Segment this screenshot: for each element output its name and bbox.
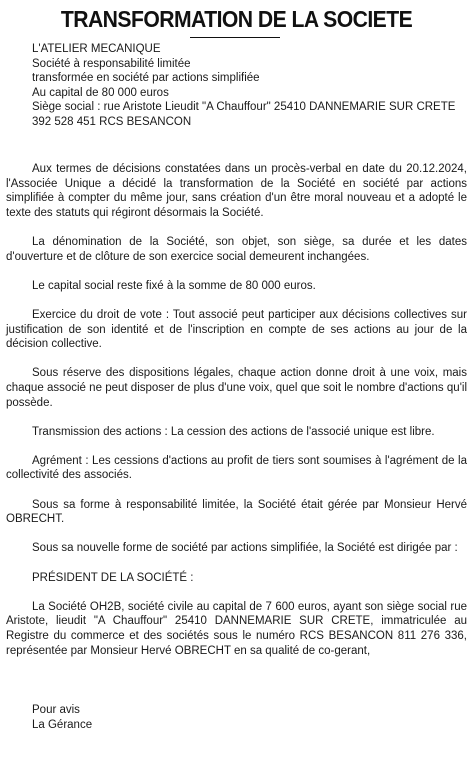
signoff (32, 703, 92, 732)
paragraph-denomination: La dénomination de la Société, son objet, son siège, sa durée et les dates d'ouverture et de clôture de son exercice social demeurent inchangées. (6, 235, 467, 263)
paragraph-approval: Agrément : Les cessions d'actions au profit de tiers sont soumises à l'agrément de la collectivité des associés. (6, 454, 467, 482)
title-underline (190, 37, 280, 38)
company-rcs: 392 528 451 RCS BESANCON (32, 115, 192, 128)
company-name: L'ATELIER MECANIQUE (32, 43, 161, 55)
signoff-pour-avis: Pour avis (32, 704, 80, 716)
paragraph-voting-rights: Sous réserve des dispositions légales, chaque action donne droit à une voix, mais chaque associé ne peut disposer de plus d'une voix, quel que soit le nombre d'actions qu'il possède. (6, 367, 467, 409)
paragraph-president-heading: PRÉSIDENT DE LA SOCIÉTÉ : (32, 571, 194, 584)
paragraph-capital: Le capital social reste fixé à la somme de 80 000 euros. (32, 279, 316, 292)
company-transformed: transformée en société par actions simplifiée (32, 72, 260, 85)
company-form: Société à responsabilité limitée (32, 57, 191, 70)
paragraph-new-management: Sous sa nouvelle forme de société par actions simplifiée, la Société est dirigée par : (32, 542, 458, 555)
notice-body (6, 162, 467, 673)
paragraph-transfer: Transmission des actions : La cession des actions de l'associé unique est libre. (32, 425, 435, 438)
paragraph-former-management: Sous sa forme à responsabilité limitée, la Société était gérée par Monsieur Hervé OBRECHT. (6, 498, 467, 526)
company-header (32, 42, 472, 130)
paragraph-president: La Société OH2B, société civile au capital de 7 600 euros, ayant son siège social rue Aristote, lieudit "A Chauffour" 25410 DANNEMARIE SUR CRETE, immatriculée au Registre du commerce et des sociétés sous le numéro RCS BESANCON 811 276 336, représentée par Monsieur Hervé OBRECHT en sa qualité de co-gerant, (6, 600, 467, 657)
signoff-gerance: La Gérance (32, 718, 93, 731)
paragraph-voting: Exercice du droit de vote : Tout associé peut participer aux décisions collectives sur justification de son identité et de l'inscription en compte de ses actions au jour de la décision collective. (6, 308, 467, 351)
company-seat: Siège social : rue Aristote Lieudit "A Chauffour" 25410 DANNEMARIE SUR CRETE (32, 101, 456, 114)
paragraph-decisions: Aux termes de décisions constatées dans un procès-verbal en date du 20.12.2024, l'Associée Unique a décidé la transformation de la Société en société par actions simplifiée à compter du même jour, sans création d'un être moral nouveau et a adopté le texte des statuts qui régiront désormais la Société. (6, 163, 467, 219)
notice-title: TRANSFORMATION DE LA SOCIETE (60, 6, 413, 32)
company-capital: Au capital de 80 000 euros (32, 86, 169, 99)
